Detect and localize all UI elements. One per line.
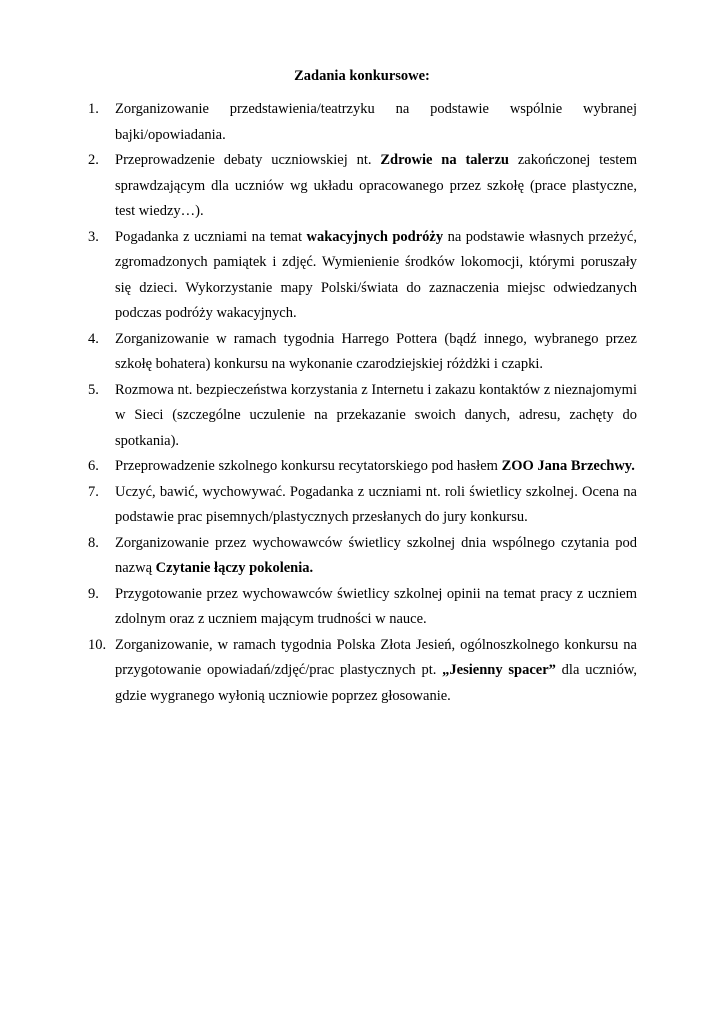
task-text-bold: ZOO Jana Brzechwy. — [501, 458, 635, 474]
task-text-segment: dla uczniów, gdzie wygranego wyłonią uczniowie poprzez głosowanie. — [115, 662, 637, 704]
task-number: 7. — [88, 483, 99, 500]
task-item — [0, 531, 724, 582]
task-text-bold: wakacyjnych podróży — [306, 228, 444, 245]
task-text — [115, 582, 637, 633]
task-text-segment: Przeprowadzenie szkolnego konkursu recytatorskiego pod hasłem — [115, 458, 502, 474]
task-text — [115, 378, 637, 455]
task-text — [115, 97, 637, 148]
task-text-segment: Zorganizowanie przez wychowawców świetlicy szkolnej dnia wspólnego czytania pod nazwą — [115, 534, 637, 576]
task-item — [0, 582, 724, 633]
task-text-segment: Zorganizowanie przedstawienia/teatrzyku na podstawie wspólnie wybranej bajki/opowiadania. — [115, 101, 637, 143]
task-item — [0, 633, 724, 710]
task-text — [115, 633, 637, 710]
task-text-bold: „Jesienny spacer” — [442, 662, 556, 678]
task-item — [0, 97, 724, 148]
task-item — [0, 148, 724, 225]
task-item — [0, 454, 724, 480]
task-text-segment: Rozmowa nt. bezpieczeństwa korzystania z Internetu i zakazu kontaktów z nieznajomymi w Sieci (szczególne uczulenie na przekazanie swoich danych, adresu, zachęty do spotkania). — [115, 381, 637, 449]
task-text-bold: Czytanie łączy pokolenia. — [155, 560, 314, 576]
task-text-segment: Zorganizowanie, w ramach tygodnia Polska Złota Jesień, ogólnoszkolnego konkursu na przygotowanie opowiadań/zdjęć/prac plastycznych pt. — [115, 636, 637, 678]
document-title: Zadania konkursowe: — [294, 68, 430, 84]
task-text-segment: zakończonej testem sprawdzającym dla uczniów wg układu opracowanego przez szkołę (prace plastyczne, test wiedzy…). — [115, 152, 637, 219]
task-text-bold: Zdrowie na talerzu — [380, 152, 509, 168]
task-item — [0, 480, 724, 531]
task-number: 6. — [88, 458, 99, 474]
task-text — [115, 148, 637, 225]
task-text-segment: Przeprowadzenie debaty uczniowskiej nt. — [115, 152, 381, 168]
task-text-segment: Zorganizowanie w ramach tygodnia Harrego Pottera (bądź innego, wybranego przez szkołę bohatera) konkursu na wykonanie czarodziejskiej różdżki i czapki. — [115, 330, 637, 372]
task-text-segment: Uczyć, bawić, wychowywać. Pogadanka z uczniami nt. roli świetlicy szkolnej. Ocena na podstawie prac pisemnych/plastycznych przesłanych do jury konkursu. — [115, 483, 637, 525]
task-text-segment: na podstawie własnych przeżyć, zgromadzonych pamiątek i zdjęć. Wymienienie środków lokomocji, którymi poruszały się dzieci. Wykorzystanie mapy Polski/świata do zaznaczenia miejsc odwiedzanych podczas podróży wakacyjnych. — [115, 228, 637, 321]
task-number: 2. — [88, 152, 99, 168]
task-text — [115, 225, 637, 327]
task-number: 5. — [88, 381, 99, 398]
task-text — [115, 454, 637, 480]
task-number: 9. — [88, 585, 99, 602]
task-number: 1. — [88, 101, 99, 117]
task-list — [0, 97, 724, 709]
task-item — [0, 378, 724, 455]
task-text — [115, 327, 637, 378]
task-number: 10. — [88, 636, 107, 653]
task-text — [115, 531, 637, 582]
task-number: 8. — [88, 534, 99, 551]
task-text-segment: Pogadanka z uczniami na temat — [115, 228, 307, 245]
task-number: 4. — [88, 330, 99, 347]
task-text — [115, 480, 637, 531]
task-item — [0, 327, 724, 378]
task-text-segment: Przygotowanie przez wychowawców świetlicy szkolnej opinii na temat pracy z uczniem zdolnym oraz z uczniem mającym trudności w nauce. — [115, 585, 637, 627]
task-item — [0, 225, 724, 327]
task-number: 3. — [88, 228, 99, 245]
